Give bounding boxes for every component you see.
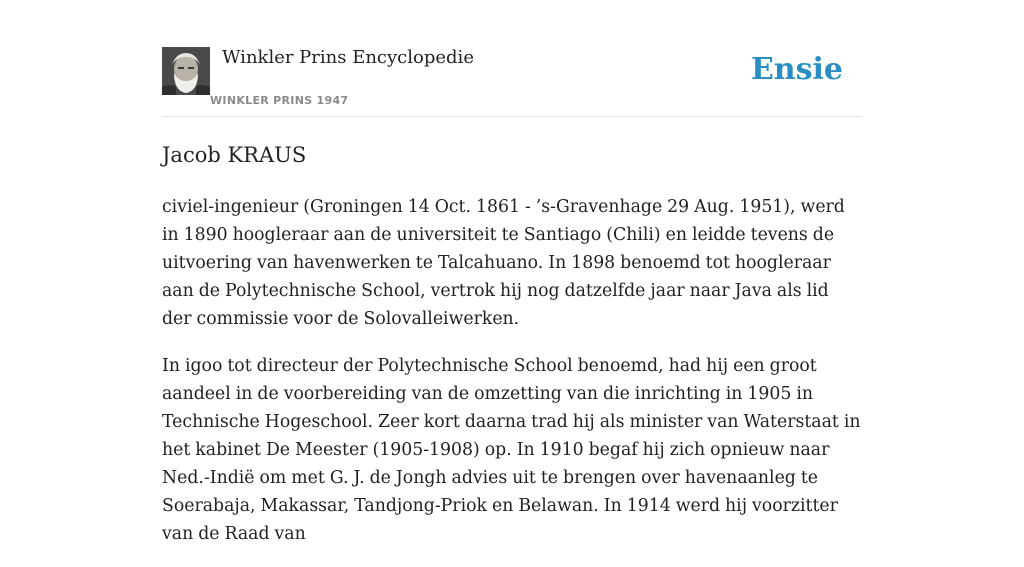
entry-paragraph-2: In igoo tot directeur der Polytechnische School benoemd, had hij een groot aandeel in de voorbereiding van de omzetting van die inrichting in 1905 in Technische Hogeschool. Zeer kort daarna trad hij als minister van Waterstaat in het kabinet De Meester (1905-1908) op. In 1910 begaf hij zich opnieuw naar Ned.-Indië om met G. J. de Jongh advies uit te brengen over havenaanleg te Soerabaja, Makassar, Tandjong-Priok en Belawan. In 1914 werd hij voorzitter van de Raad van [162,356,861,544]
entry-page [162,0,862,544]
source-edition: WINKLER PRINS 1947 [210,94,349,107]
entry-paragraph-1: civiel-ingenieur (Groningen 14 Oct. 1861 - ’s-Gravenhage 29 Aug. 1951), werd in 1890 hoogleraar aan de universiteit te Santiago (Chili) en leidde tevens de uitvoering van havenwerken te Talcahuano. In 1898 benoemd tot hoogleraar aan de Polytechnische School, vertrok hij nog datzelfde jaar naar Java als lid der commissie voor de Solovalleiwerken. [162,197,845,329]
entry-body [162,193,862,567]
bearded-man-portrait-icon[interactable] [162,47,210,95]
ensie-logo-link[interactable]: Ensie [750,52,843,87]
source-name[interactable]: Winkler Prins Encyclopedie [222,47,474,68]
entry-title: Jacob KRAUS [162,143,307,167]
source-header [162,0,862,117]
